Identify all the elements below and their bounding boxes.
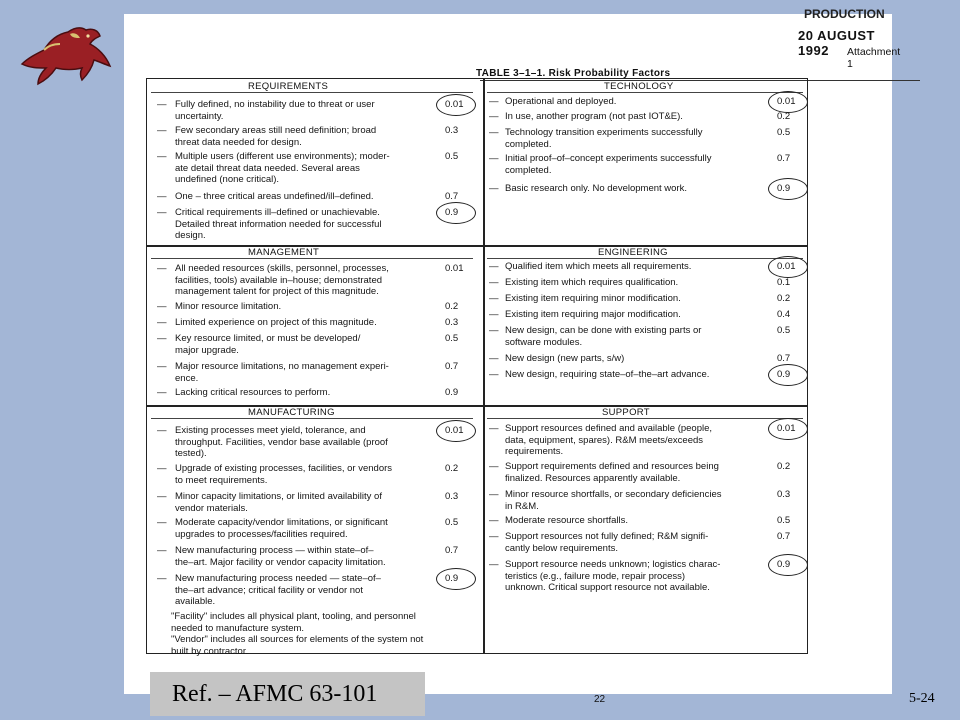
description-line: Few secondary areas still need definition; broad xyxy=(175,125,377,136)
technology-factor-description xyxy=(505,127,702,150)
bullet-dash: — xyxy=(157,361,167,372)
support-factor-description xyxy=(505,515,628,527)
manufacturing-factor-description xyxy=(175,573,381,608)
bullet-dash: — xyxy=(489,369,499,380)
description-line: cantly below requirements. xyxy=(505,542,618,554)
manufacturing-probability-value: 0.5 xyxy=(445,517,459,528)
description-line: vendor materials. xyxy=(175,502,248,514)
hand-drawn-circle-mark xyxy=(768,91,808,113)
description-line: Fully defined, no instability due to threat or user xyxy=(175,99,375,110)
manufacturing-probability-value: 0.7 xyxy=(445,545,459,556)
description-line: Moderate resource shortfalls. xyxy=(505,515,629,526)
technology-factor-description xyxy=(505,96,616,108)
bullet-dash: — xyxy=(489,461,499,472)
description-line: Support resources not fully defined; R&M signifi- xyxy=(505,531,709,542)
management-factor-description xyxy=(175,263,389,298)
bullet-dash: — xyxy=(157,573,167,584)
technology-probability-value: 0.9 xyxy=(777,183,791,194)
description-line: Existing processes meet yield, tolerance, and xyxy=(175,425,366,436)
description-line: completed. xyxy=(505,138,552,150)
management-factor-description xyxy=(175,361,389,384)
bullet-dash: — xyxy=(157,317,167,328)
engineering-factor-description xyxy=(505,369,709,381)
technology-factor-description xyxy=(505,183,687,195)
hand-drawn-circle-mark xyxy=(768,364,808,386)
description-line: ence. xyxy=(175,372,199,384)
bullet-dash: — xyxy=(157,491,167,502)
manufacturing-footnotes xyxy=(171,611,423,657)
description-line: Detailed threat information needed for successful xyxy=(175,218,382,230)
description-line: Moderate capacity/vendor limitations, or significant xyxy=(175,517,388,528)
description-line: the–art. Major facility or vendor capacity limitation. xyxy=(175,556,386,568)
engineering-probability-value: 0.01 xyxy=(777,261,796,272)
description-line: major upgrade. xyxy=(175,344,239,356)
bullet-dash: — xyxy=(157,151,167,162)
management-factor-description xyxy=(175,317,377,329)
bullet-dash: — xyxy=(489,153,499,164)
column-divider xyxy=(483,79,485,653)
manufacturing-factor-description xyxy=(175,491,382,514)
technology-probability-value: 0.7 xyxy=(777,153,791,164)
hand-drawn-circle-mark xyxy=(436,202,476,224)
hand-drawn-circle-mark xyxy=(768,256,808,278)
engineering-factor-description xyxy=(505,325,701,348)
engineering-factor-description xyxy=(505,261,691,273)
hand-drawn-circle-mark xyxy=(436,568,476,590)
engineering-factor-description xyxy=(505,277,678,289)
requirements-probability-value: 0.5 xyxy=(445,151,459,162)
management-probability-value: 0.3 xyxy=(445,317,459,328)
manufacturing-probability-value: 0.01 xyxy=(445,425,464,436)
requirements-factor-description xyxy=(175,125,376,148)
bullet-dash: — xyxy=(489,111,499,122)
table-title: TABLE 3–1–1. Risk Probability Factors xyxy=(476,68,671,79)
technology-header-line xyxy=(487,92,803,93)
document-date: 20 AUGUST 1992 xyxy=(798,28,875,58)
manufacturing-factor-description xyxy=(175,517,388,540)
support-factor-description xyxy=(505,531,708,554)
bullet-dash: — xyxy=(157,99,167,110)
bullet-dash: — xyxy=(489,277,499,288)
support-probability-value: 0.5 xyxy=(777,515,791,526)
engineering-probability-value: 0.5 xyxy=(777,325,791,336)
description-line: New design (new parts, s/w) xyxy=(505,353,625,364)
engineering-probability-value: 0.4 xyxy=(777,309,791,320)
page-number: 22 xyxy=(594,694,606,705)
hand-drawn-circle-mark xyxy=(768,554,808,576)
management-probability-value: 0.01 xyxy=(445,263,464,274)
slide-number: 5-24 xyxy=(909,691,935,706)
description-line: Support resource needs unknown; logistics charac- xyxy=(505,559,721,570)
management-factor-description xyxy=(175,301,281,313)
bullet-dash: — xyxy=(157,263,167,274)
bullet-dash: — xyxy=(489,353,499,364)
mustang-logo-icon xyxy=(14,20,118,90)
description-line: management talent for project of this magnitude. xyxy=(175,286,379,297)
support-probability-value: 0.01 xyxy=(777,423,796,434)
bullet-dash: — xyxy=(489,531,499,542)
requirements-probability-value: 0.3 xyxy=(445,125,459,136)
bullet-dash: — xyxy=(489,96,499,107)
support-factor-description xyxy=(505,489,721,512)
support-probability-value: 0.9 xyxy=(777,559,791,570)
requirements-probability-value: 0.01 xyxy=(445,99,464,110)
attachment-label: Attachment 1 xyxy=(847,46,901,70)
engineering-factor-description xyxy=(505,309,681,321)
description-line: finalized. Resources apparently available. xyxy=(505,472,681,484)
manufacturing-factor-description xyxy=(175,463,392,486)
description-line: design. xyxy=(175,230,206,241)
technology-probability-value: 0.01 xyxy=(777,96,796,107)
reference-label: Ref. – AFMC 63-101 xyxy=(150,672,425,716)
description-line: upgrades to processes/facilities required. xyxy=(175,528,348,540)
support-factor-description xyxy=(505,423,712,458)
footnote-line: "Facility" includes all physical plant, tooling, and personnel xyxy=(171,611,416,622)
description-line: requirements. xyxy=(505,446,564,457)
requirements-factor-description xyxy=(175,99,375,122)
description-line: available. xyxy=(175,596,216,607)
description-line: undefined (none critical). xyxy=(175,174,280,185)
description-line: threat data needed for design. xyxy=(175,136,302,148)
description-line: facilities, tools) available in–house; demonstrated xyxy=(175,274,383,286)
header-cut-text: PRODUCTION xyxy=(804,7,885,21)
bullet-dash: — xyxy=(489,515,499,526)
technology-probability-value: 0.2 xyxy=(777,111,791,122)
bullet-dash: — xyxy=(489,127,499,138)
manufacturing-header-line xyxy=(151,418,473,419)
support-section-title: SUPPORT xyxy=(599,407,653,418)
manufacturing-probability-value: 0.3 xyxy=(445,491,459,502)
bullet-dash: — xyxy=(489,309,499,320)
bullet-dash: — xyxy=(157,425,167,436)
bullet-dash: — xyxy=(489,293,499,304)
bullet-dash: — xyxy=(157,333,167,344)
description-line: Major resource limitations, no management experi- xyxy=(175,361,389,372)
engineering-probability-value: 0.1 xyxy=(777,277,791,288)
technology-probability-value: 0.5 xyxy=(777,127,791,138)
hand-drawn-circle-mark xyxy=(436,420,476,442)
bullet-dash: — xyxy=(157,463,167,474)
bullet-dash: — xyxy=(489,559,499,570)
requirements-probability-value: 0.7 xyxy=(445,191,459,202)
description-line: data, equipment, spares). R&M meets/exceeds xyxy=(505,434,704,446)
bullet-dash: — xyxy=(157,517,167,528)
support-header-line xyxy=(487,418,803,419)
engineering-factor-description xyxy=(505,293,681,305)
bullet-dash: — xyxy=(157,301,167,312)
description-line: New design, requiring state–of–the–art advance. xyxy=(505,369,710,380)
engineering-section-title: ENGINEERING xyxy=(595,247,671,258)
requirements-header-line xyxy=(151,92,473,93)
description-line: Limited experience on project of this magnitude. xyxy=(175,317,377,328)
bullet-dash: — xyxy=(157,191,167,202)
description-line: New manufacturing process needed — state–of– xyxy=(175,573,381,584)
technology-factor-description xyxy=(505,153,711,176)
description-line: Key resource limited, or must be developed/ xyxy=(175,333,361,344)
description-line: New design, can be done with existing parts or xyxy=(505,325,702,336)
bullet-dash: — xyxy=(157,545,167,556)
description-line: Lacking critical resources to perform. xyxy=(175,387,331,398)
hand-drawn-circle-mark xyxy=(436,94,476,116)
bullet-dash: — xyxy=(157,125,167,136)
footnote-line: "Vendor" includes all sources for elements of the system not xyxy=(171,634,424,645)
description-line: Initial proof–of–concept experiments successfully xyxy=(505,153,712,164)
footnote-line: built by contractor. xyxy=(171,645,249,657)
description-line: software modules. xyxy=(505,336,583,348)
engineering-factor-description xyxy=(505,353,624,365)
description-line: uncertainty. xyxy=(175,110,224,122)
description-line: Existing item which requires qualification. xyxy=(505,277,679,288)
description-line: One – three critical areas undefined/ill–defined. xyxy=(175,191,374,202)
description-line: in R&M. xyxy=(505,500,539,512)
description-line: New manufacturing process — within state–of– xyxy=(175,545,374,556)
management-probability-value: 0.5 xyxy=(445,333,459,344)
description-line: Upgrade of existing processes, facilities, or vendors xyxy=(175,463,393,474)
description-line: Basic research only. No development work. xyxy=(505,183,687,194)
description-line: Minor capacity limitations, or limited availability of xyxy=(175,491,382,502)
description-line: Existing item requiring major modification. xyxy=(505,309,681,320)
bullet-dash: — xyxy=(489,423,499,434)
bullet-dash: — xyxy=(157,387,167,398)
management-probability-value: 0.2 xyxy=(445,301,459,312)
hand-drawn-circle-mark xyxy=(768,418,808,440)
engineering-probability-value: 0.7 xyxy=(777,353,791,364)
support-probability-value: 0.7 xyxy=(777,531,791,542)
description-line: Minor resource limitation. xyxy=(175,301,282,312)
description-line: Operational and deployed. xyxy=(505,96,617,107)
requirements-probability-value: 0.9 xyxy=(445,207,459,218)
engineering-header-line xyxy=(487,258,803,259)
description-line: teristics (e.g., failure mode, repair process) xyxy=(505,570,686,582)
requirements-factor-description xyxy=(175,191,374,203)
technology-section-title: TECHNOLOGY xyxy=(601,81,677,92)
description-line: All needed resources (skills, personnel, processes, xyxy=(175,263,389,274)
management-factor-description xyxy=(175,333,360,356)
description-line: Existing item requiring minor modification. xyxy=(505,293,681,304)
bullet-dash: — xyxy=(157,207,167,218)
description-line: ate detail threat data needed. Several areas xyxy=(175,162,360,174)
footnote-line: needed to manufacture system. xyxy=(171,622,305,634)
support-factor-description xyxy=(505,461,719,484)
support-probability-value: 0.2 xyxy=(777,461,791,472)
manufacturing-factor-description xyxy=(175,425,388,460)
manufacturing-probability-value: 0.2 xyxy=(445,463,459,474)
bullet-dash: — xyxy=(489,183,499,194)
description-line: to meet requirements. xyxy=(175,474,268,486)
description-line: tested). xyxy=(175,448,207,459)
technology-factor-description xyxy=(505,111,683,123)
manufacturing-factor-description xyxy=(175,545,386,568)
description-line: Technology transition experiments successfully xyxy=(505,127,703,138)
bullet-dash: — xyxy=(489,261,499,272)
description-line: completed. xyxy=(505,164,552,176)
requirements-section-title: REQUIREMENTS xyxy=(245,81,331,92)
risk-probability-table xyxy=(146,78,808,657)
support-probability-value: 0.3 xyxy=(777,489,791,500)
engineering-probability-value: 0.9 xyxy=(777,369,791,380)
description-line: Critical requirements ill–defined or unachievable. xyxy=(175,207,380,218)
requirements-factor-description xyxy=(175,151,390,186)
description-line: the–art advance; critical facility or vendor not xyxy=(175,584,363,596)
bullet-dash: — xyxy=(489,325,499,336)
description-line: Multiple users (different use environments); moder- xyxy=(175,151,390,162)
manufacturing-probability-value: 0.9 xyxy=(445,573,459,584)
support-factor-description xyxy=(505,559,720,594)
requirements-factor-description xyxy=(175,207,381,242)
description-line: unknown. Critical support resource not available. xyxy=(505,582,710,593)
description-line: In use, another program (not past IOT&E). xyxy=(505,111,683,122)
management-factor-description xyxy=(175,387,330,399)
hand-drawn-circle-mark xyxy=(768,178,808,200)
description-line: Support resources defined and available (people, xyxy=(505,423,713,434)
description-line: Qualified item which meets all requirements. xyxy=(505,261,692,272)
management-section-title: MANAGEMENT xyxy=(245,247,322,258)
description-line: Minor resource shortfalls, or secondary deficiencies xyxy=(505,489,722,500)
description-line: Support requirements defined and resources being xyxy=(505,461,719,472)
description-line: throughput. Facilities, vendor base available (proof xyxy=(175,436,388,448)
management-probability-value: 0.9 xyxy=(445,387,459,398)
management-probability-value: 0.7 xyxy=(445,361,459,372)
manufacturing-section-title: MANUFACTURING xyxy=(245,407,338,418)
engineering-probability-value: 0.2 xyxy=(777,293,791,304)
bullet-dash: — xyxy=(489,489,499,500)
management-header-line xyxy=(151,258,473,259)
